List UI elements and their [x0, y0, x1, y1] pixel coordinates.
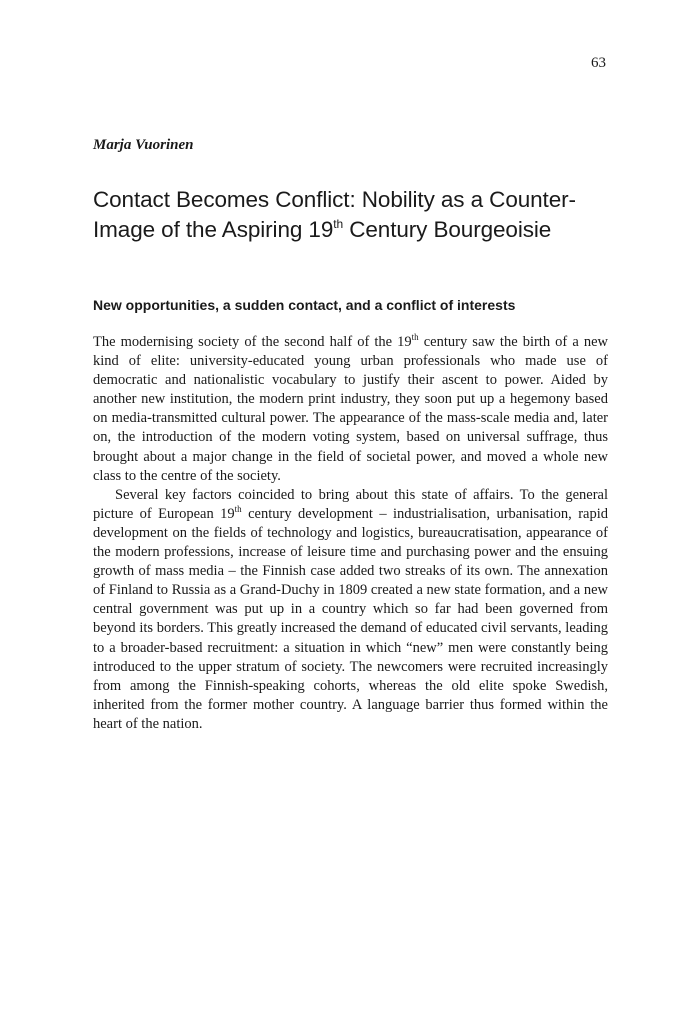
title-superscript: th [333, 217, 344, 231]
paragraph-2 [93, 486, 608, 734]
section-heading: New opportunities, a sudden contact, and a conflict of interests [93, 297, 516, 313]
page-number: 63 [591, 55, 606, 71]
paragraph-1 [93, 333, 608, 486]
paragraph-text: century saw the birth of a new kind of elite: university-educated young urban professionals who made use of democratic and nationalistic vocabulary to justify their ascent to power. Aided by another new institution, the modern print industry, they soon put up a hegemony based on media-transmitted cultural power. The appearance of the mass-scale media and, later on, the introduction of the modern voting system, based on universal suffrage, thus brought about a major change in the field of societal power, and moved a whole new class to the centre of the society. [93, 334, 608, 484]
author-name: Marja Vuorinen [93, 137, 194, 153]
paragraph-text: century development – industrialisation, urbanisation, rapid development on the fields of technology and logistics, bureaucratisation, appearance of the modern professions, increase of leisure time and purchasing power and the ensuing growth of mass media – the Finnish case added two streaks of its own. The annexation of Finland to Russia as a Grand-Duchy in 1809 created a new state formation, and a new central government was put up in a country which so far had been governed from beyond its borders. This greatly increased the demand of educated civil servants, leading to a broader-based recruitment: a situation in which “new” men were constantly being introduced to the upper stratum of society. The newcomers were recruited increasingly from among the Finnish-speaking cohorts, whereas the old elite spoke Swedish, inherited from the former mother country. A language barrier thus formed within the heart of the nation. [93, 505, 608, 732]
paragraph-text: Several key factors coincided to bring about this state of affairs. To the general picture of European 19 [93, 486, 608, 522]
title-text-end: Century Bourgeoisie [343, 217, 552, 242]
paragraph-text: The modernising society of the second half of the 19 [93, 334, 412, 350]
body-text [93, 333, 608, 734]
ordinal-superscript: th [411, 332, 419, 342]
article-title [93, 185, 613, 245]
title-text: Contact Becomes Conflict: Nobility as a Counter-Image of the Aspiring 19 [93, 187, 576, 242]
ordinal-superscript: th [234, 503, 242, 514]
